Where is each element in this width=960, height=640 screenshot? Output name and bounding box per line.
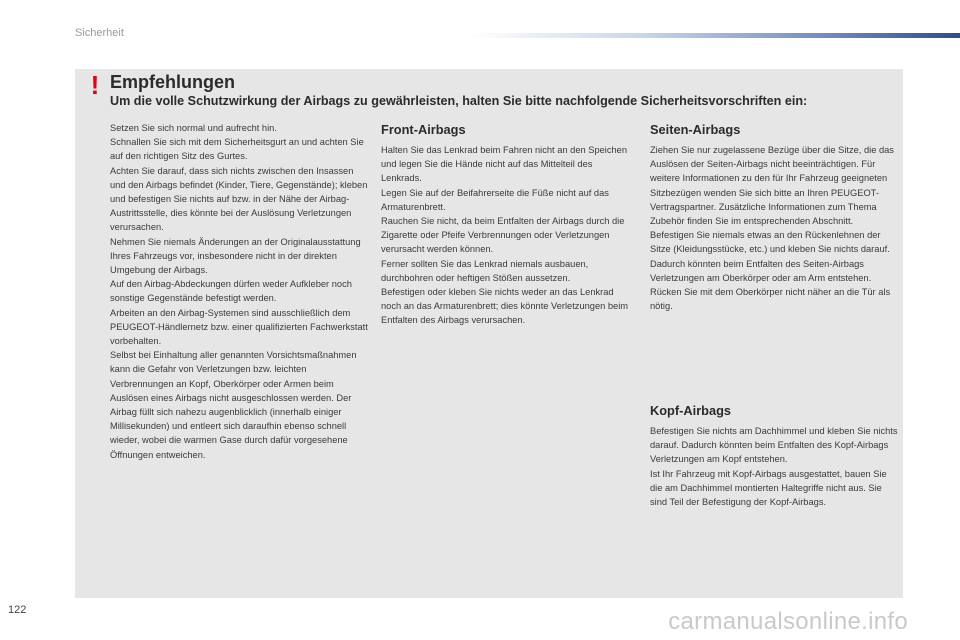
watermark: carmanualsonline.info: [668, 608, 908, 635]
head-airbags-heading: Kopf-Airbags: [650, 403, 732, 418]
head-airbags-text: Befestigen Sie nichts am Dachhimmel und kleben Sie nichts darauf. Dadurch könnten beim Entfalten des Kopf-Airbags Verletzungen am Kopf entstehen. Ist Ihr Fahrzeug mit Kopf-Airbags ausgestattet, bauen Sie die am Dachhimmel montierten Haltegriffe nicht aus. Sie sind Teil der Befestigung der Kopf-Airbags.: [650, 426, 898, 508]
panel-subtitle: Um die volle Schutzwirkung der Airbags zu gewährleisten, halten Sie bitte nachfolgende Sicherheitsvorschriften ein:: [110, 94, 808, 108]
page-title: Empfehlungen: [110, 72, 235, 92]
side-airbags-heading: Seiten-Airbags: [650, 122, 741, 137]
section-label: Sicherheit: [75, 27, 124, 39]
general-recommendations-text: Setzen Sie sich normal und aufrecht hin. Schnallen Sie sich mit dem Sicherheitsgurt an und achten Sie auf den richtigen Sitz des Gurtes. Achten Sie darauf, dass sich nichts zwischen den Insassen und den Airbags befindet (Kinder, Tiere, Gegenstände); kleben und befestigen Sie nichts auf bzw. in der Nähe der Airbag-Austrittsstelle, dies könnte bei der Auslösung Verletzungen verursachen. Nehmen Sie niemals Änderungen an der Originalausstattung Ihres Fahrzeugs vor, insbesondere nicht in der direkten Umgebung der Airbags. Auf den Airbag-Abdeckungen dürfen weder Aufkleber noch sonstige Gegenstände befestigt werden. Arbeiten an den Airbag-Systemen sind ausschließlich dem PEUGEOT-Händlernetz bzw. einer qualifizierten Fachwerkstatt vorbehalten. Selbst bei Einhaltung aller genannten Vorsichtsmaßnahmen kann die Gefahr von Verletzungen bzw. leichten Verbrennungen an Kopf, Oberkörper oder Armen beim Auslösen eines Airbags nicht ausgeschlossen werden. Der Airbag füllt sich nahezu augenblicklich (innerhalb einiger Millisekunden) und entleert sich daraufhin ebenso schnell wieder, wobei die warmen Gase durch dafür vorgesehene Öffnungen entweichen.: [110, 123, 368, 460]
front-airbags-heading: Front-Airbags: [381, 122, 466, 137]
side-airbags-text: Ziehen Sie nur zugelassene Bezüge über die Sitze, die das Auslösen der Seiten-Airbags nicht beeinträchtigen. Für weitere Informationen zu den für Ihr Fahrzeug geeigneten Sitzbezügen wenden Sie sich bitte an Ihren PEUGEOT-Vertragspartner. Zusätzliche Informationen zum Thema Zubehör finden Sie im entsprechenden Abschnitt. Befestigen Sie niemals etwas an den Rückenlehnen der Sitze (Kleidungsstücke, etc.) und kleben Sie nichts darauf. Dadurch könnten beim Entfalten des Seiten-Airbags Verletzungen am Oberkörper oder am Arm entstehen. Rücken Sie mit dem Oberkörper nicht näher an die Tür als nötig.: [650, 145, 894, 312]
front-airbags-text: Halten Sie das Lenkrad beim Fahren nicht an den Speichen und legen Sie die Hände nicht auf das Mittelteil des Lenkrads. Legen Sie auf der Beifahrerseite die Füße nicht auf das Armaturenbrett. Rauchen Sie nicht, da beim Entfalten der Airbags durch die Zigarette oder Pfeife Verbrennungen oder Verletzungen verursacht werden können. Ferner sollten Sie das Lenkrad niemals ausbauen, durchbohren oder heftigen Stößen aussetzen. Befestigen oder kleben Sie nichts weder an das Lenkrad noch an das Armaturenbrett; dies könnte Verletzungen beim Entfalten des Airbags verursachen.: [381, 145, 629, 326]
header-gradient-bar: [470, 33, 960, 38]
page-number: 122: [8, 604, 27, 616]
exclamation-mark-icon: !: [90, 70, 100, 100]
